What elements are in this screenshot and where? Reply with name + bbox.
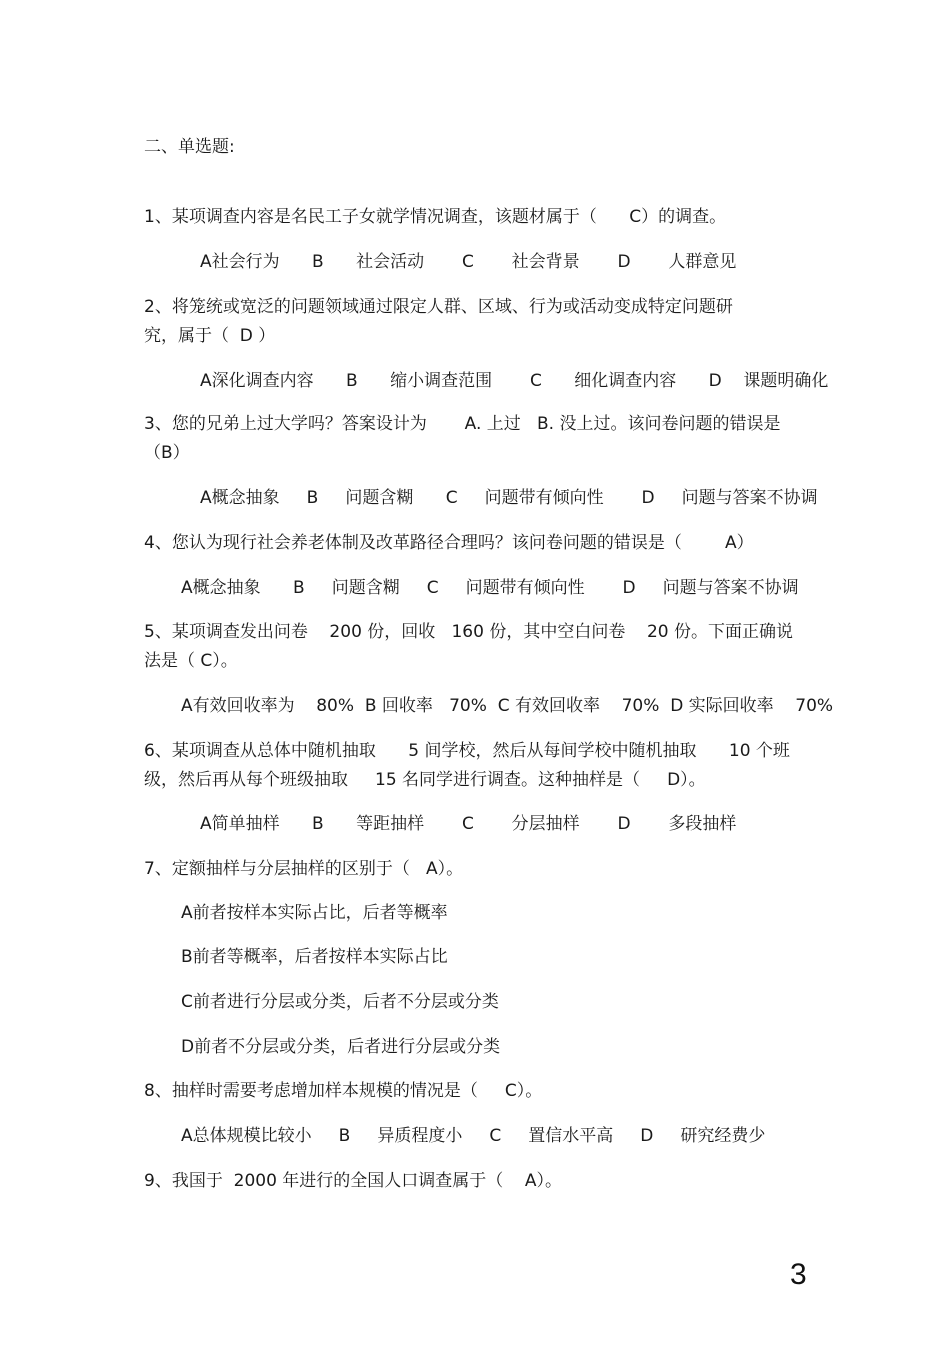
- question-5-options: A有效回收率为 80% B 回收率 70% C 有效回收率 70% D 实际回收率 70%: [181, 696, 834, 716]
- question-8-line-1: 8、抽样时需要考虑增加样本规模的情况是（ C）。: [144, 1081, 543, 1101]
- question-4-options: A概念抽象 B 问题含糊 C 问题带有倾向性 D 问题与答案不协调: [181, 578, 799, 598]
- question-2-line-2: 究，属于（ D ）: [144, 326, 276, 346]
- question-6-options: A简单抽样 B 等距抽样 C 分层抽样 D 多段抽样: [200, 814, 737, 834]
- question-1-options: A社会行为 B 社会活动 C 社会背景 D 人群意见: [200, 252, 737, 272]
- question-2-line-1: 2、将笼统或宽泛的问题领域通过限定人群、区域、行为或活动变成特定问题研: [144, 297, 733, 317]
- question-2-options: A深化调查内容 B 缩小调查范围 C 细化调查内容 D 课题明确化: [200, 371, 829, 391]
- question-6-line-2: 级，然后再从每个班级抽取 15 名同学进行调查。这种抽样是（ D）。: [144, 770, 706, 790]
- question-9-line-1: 9、我国于 2000 年进行的全国人口调查属于（ A）。: [144, 1171, 563, 1191]
- question-5-line-2: 法是（ C）。: [144, 651, 238, 671]
- question-1-line-1: 1、某项调查内容是名民工子女就学情况调查，该题材属于（ C）的调查。: [144, 207, 727, 227]
- question-3-line-2: （B）: [144, 443, 190, 463]
- question-4-line-1: 4、您认为现行社会养老体制及改革路径合理吗？该问卷问题的错误是（ A）: [144, 533, 754, 553]
- question-8-options: A总体规模比较小 B 异质程度小 C 置信水平高 D 研究经费少: [181, 1126, 766, 1146]
- question-7-line-1: 7、定额抽样与分层抽样的区别于（ A）。: [144, 859, 464, 879]
- question-7-option-b: B前者等概率，后者按样本实际占比: [181, 947, 448, 967]
- page-number: 3: [790, 1258, 807, 1291]
- section-title: 二、单选题:: [144, 137, 235, 157]
- question-3-options: A概念抽象 B 问题含糊 C 问题带有倾向性 D 问题与答案不协调: [200, 488, 818, 508]
- question-7-option-d: D前者不分层或分类，后者进行分层或分类: [181, 1037, 501, 1057]
- question-3-line-1: 3、您的兄弟上过大学吗？答案设计为 A. 上过 B. 没上过。该问卷问题的错误是: [144, 414, 781, 434]
- question-7-option-a: A前者按样本实际占比，后者等概率: [181, 903, 448, 923]
- question-6-line-1: 6、某项调查从总体中随机抽取 5 间学校，然后从每间学校中随机抽取 10 个班: [144, 741, 790, 761]
- question-7-option-c: C前者进行分层或分类，后者不分层或分类: [181, 992, 499, 1012]
- question-5-line-1: 5、某项调查发出问卷 200 份，回收 160 份，其中空白问卷 20 份。下面正确说: [144, 622, 793, 642]
